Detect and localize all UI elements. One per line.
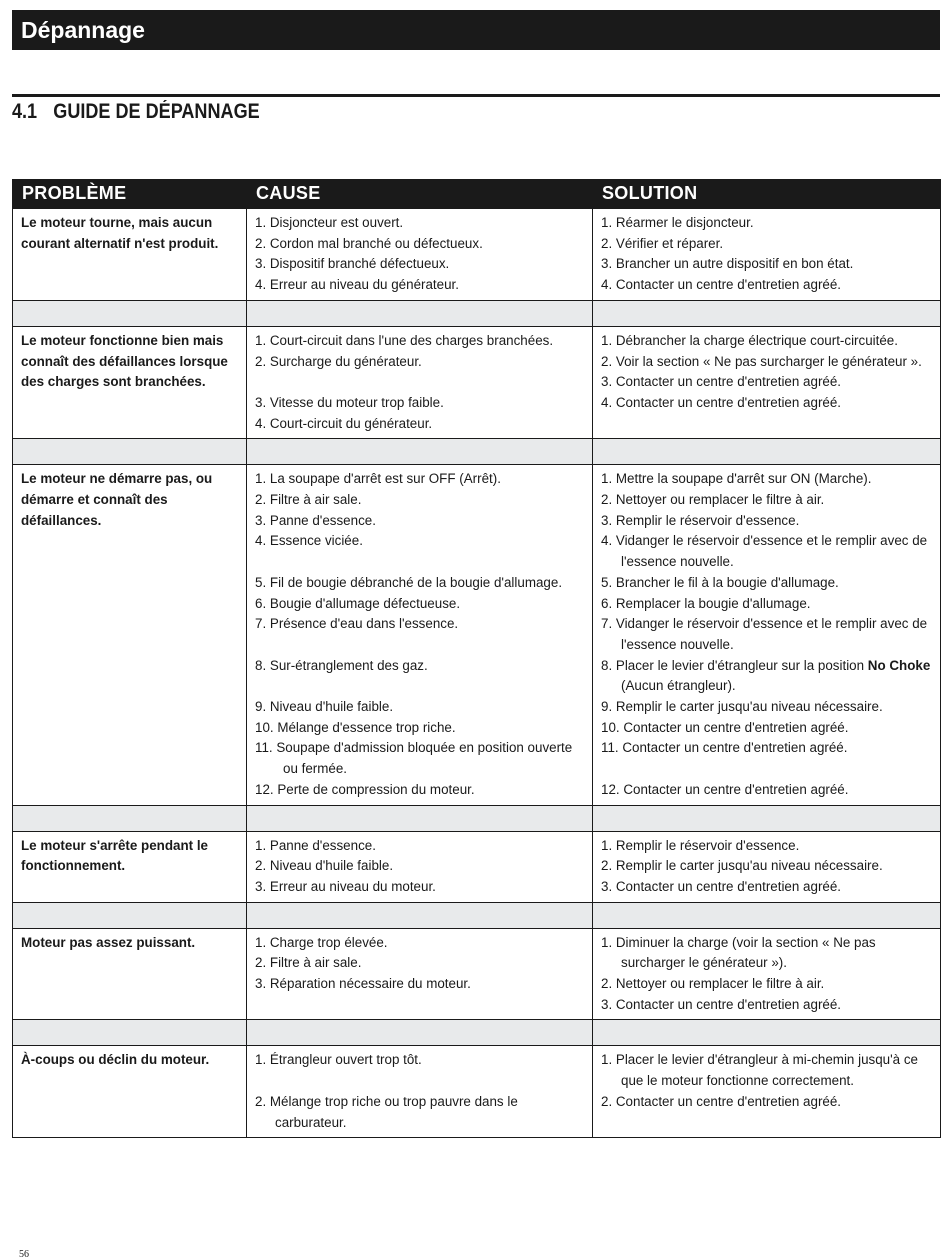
solution-cell [593,326,941,439]
solution-item: 2. Nettoyer ou remplacer le filtre à air. [601,976,825,992]
cause-item: 7. Présence d'eau dans l'essence. [255,616,459,632]
cause-item: 5. Fil de bougie débranché de la bougie d'allumage. [255,574,563,590]
section-title-text: GUIDE DE DÉPANNAGE [53,100,260,123]
solution-item: 1. Remplir le réservoir d'essence. [601,837,800,853]
solution-item: 10. Contacter un centre d'entretien agréé. [601,719,849,735]
problem-cell: Le moteur s'arrête pendant le fonctionnement. [13,831,247,902]
cause-item: 2. Mélange trop riche ou trop pauvre dans le carburateur. [255,1093,518,1130]
cause-item: 8. Sur-étranglement des gaz. [255,657,428,673]
cause-item: 2. Surcharge du générateur. [255,353,422,369]
cause-item: 2. Cordon mal branché ou défectueux. [255,235,483,251]
cause-item: 1. Disjoncteur est ouvert. [255,215,404,230]
section-title [12,100,260,126]
spacer-row [13,805,941,831]
solution-item: 4. Contacter un centre d'entretien agréé. [601,394,842,410]
cause-item: 1. Panne d'essence. [255,837,376,853]
cause-item: 3. Réparation nécessaire du moteur. [255,976,471,992]
solution-item: 4. Vidanger le réservoir d'essence et le remplir avec de l'essence nouvelle. [601,533,928,570]
cause-item: 4. Court-circuit du générateur. [255,415,433,431]
solution-item: 3. Remplir le réservoir d'essence. [601,512,800,528]
cause-cell [247,209,593,301]
cause-item: 1. Charge trop élevée. [255,934,388,950]
solution-item: 1. Débrancher la charge électrique court-circuitée. [601,332,898,348]
cause-item: 1. Court-circuit dans l'une des charges branchées. [255,332,554,348]
spacer-row [13,902,941,928]
solution-item: 2. Nettoyer ou remplacer le filtre à air. [601,492,825,508]
cause-item: 3. Panne d'essence. [255,512,376,528]
solution-cell [593,928,941,1020]
table-row [13,209,941,301]
solution-cell [593,1046,941,1138]
solution-item: 2. Contacter un centre d'entretien agréé. [601,1093,842,1109]
solution-item: 2. Voir la section « Ne pas surcharger le générateur ». [601,353,922,369]
solution-item: 3. Brancher un autre dispositif en bon état. [601,256,854,272]
cause-cell [247,1046,593,1138]
solution-text: (Aucun étrangleur). [621,678,736,694]
problem-cell: Le moteur tourne, mais aucun courant alternatif n'est produit. [13,209,247,301]
table-row [13,831,941,902]
solution-text: 8. Placer le levier d'étrangleur sur la position [601,657,868,673]
solution-item: 2. Remplir le carter jusqu'au niveau nécessaire. [601,858,883,874]
cause-item: 2. Niveau d'huile faible. [255,858,394,874]
cause-item: 3. Dispositif branché défectueux. [255,256,450,272]
cause-item: 4. Essence viciée. [255,533,363,549]
solution-item: 2. Vérifier et réparer. [601,235,724,251]
cause-item: 10. Mélange d'essence trop riche. [255,719,456,735]
solution-item: 3. Contacter un centre d'entretien agréé. [601,996,842,1012]
table-row [13,928,941,1020]
table-row [13,465,941,805]
problem-cell: Le moteur ne démarre pas, ou démarre et connaît des défaillances. [13,465,247,805]
cause-item: 3. Vitesse du moteur trop faible. [255,394,444,410]
cause-item: 9. Niveau d'huile faible. [255,699,394,714]
solution-item: 7. Vidanger le réservoir d'essence et le remplir avec de l'essence nouvelle. [601,616,928,652]
section-number: 4.1 [12,100,38,123]
solution-cell [593,465,941,805]
cause-item: 12. Perte de compression du moteur. [255,781,475,797]
page-number: 56 [19,1249,29,1260]
table-row [13,326,941,439]
column-header-problem: PROBLÈME [13,179,247,209]
solution-item: 4. Contacter un centre d'entretien agréé. [601,277,842,293]
problem-cell: Moteur pas assez puissant. [13,928,247,1020]
cause-item: 3. Erreur au niveau du moteur. [255,878,436,894]
column-header-cause: CAUSE [247,179,593,209]
problem-cell: Le moteur fonctionne bien mais connaît des défaillances lorsque des charges sont branchées. [13,326,247,439]
cause-item: 2. Filtre à air sale. [255,955,362,971]
solution-item: 1. Mettre la soupape d'arrêt sur ON (Marche). [601,471,872,487]
spacer-row [13,439,941,465]
cause-cell [247,928,593,1020]
cause-item: 4. Erreur au niveau du générateur. [255,277,459,293]
cause-item: 6. Bougie d'allumage défectueuse. [255,595,461,611]
chapter-header: Dépannage [12,10,940,50]
solution-cell [593,209,941,301]
solution-item: 12. Contacter un centre d'entretien agréé. [601,781,849,797]
cause-cell [247,326,593,439]
table-header-row [13,179,941,209]
solution-item: 5. Brancher le fil à la bougie d'allumage. [601,574,839,590]
table-row [13,1046,941,1138]
section-divider [12,94,940,97]
troubleshooting-table [12,179,941,1138]
cause-cell [247,831,593,902]
solution-item: 6. Remplacer la bougie d'allumage. [601,595,811,611]
solution-item: 1. Réarmer le disjoncteur. [601,215,754,230]
solution-item: 1. Placer le levier d'étrangleur à mi-chemin jusqu'à ce que le moteur fonctionne correctement. [601,1052,918,1089]
spacer-row [13,300,941,326]
cause-cell [247,465,593,805]
cause-item: 11. Soupape d'admission bloquée en position ouverte ou fermée. [255,740,573,777]
solution-item [601,656,934,697]
no-choke-label: No Choke [867,657,931,673]
solution-item: 3. Contacter un centre d'entretien agréé. [601,878,842,894]
cause-item: 2. Filtre à air sale. [255,492,362,508]
solution-cell [593,831,941,902]
cause-item: 1. Étrangleur ouvert trop tôt. [255,1052,422,1068]
problem-cell: À-coups ou déclin du moteur. [13,1046,247,1138]
solution-item: 9. Remplir le carter jusqu'au niveau nécessaire. [601,699,883,715]
solution-item: 11. Contacter un centre d'entretien agréé. [601,740,848,756]
cause-item: 1. La soupape d'arrêt est sur OFF (Arrêt). [255,471,501,487]
spacer-row [13,1020,941,1046]
solution-item: 3. Contacter un centre d'entretien agréé. [601,374,842,390]
column-header-solution: SOLUTION [593,179,941,209]
solution-item: 1. Diminuer la charge (voir la section « Ne pas surcharger le générateur »). [601,934,876,971]
